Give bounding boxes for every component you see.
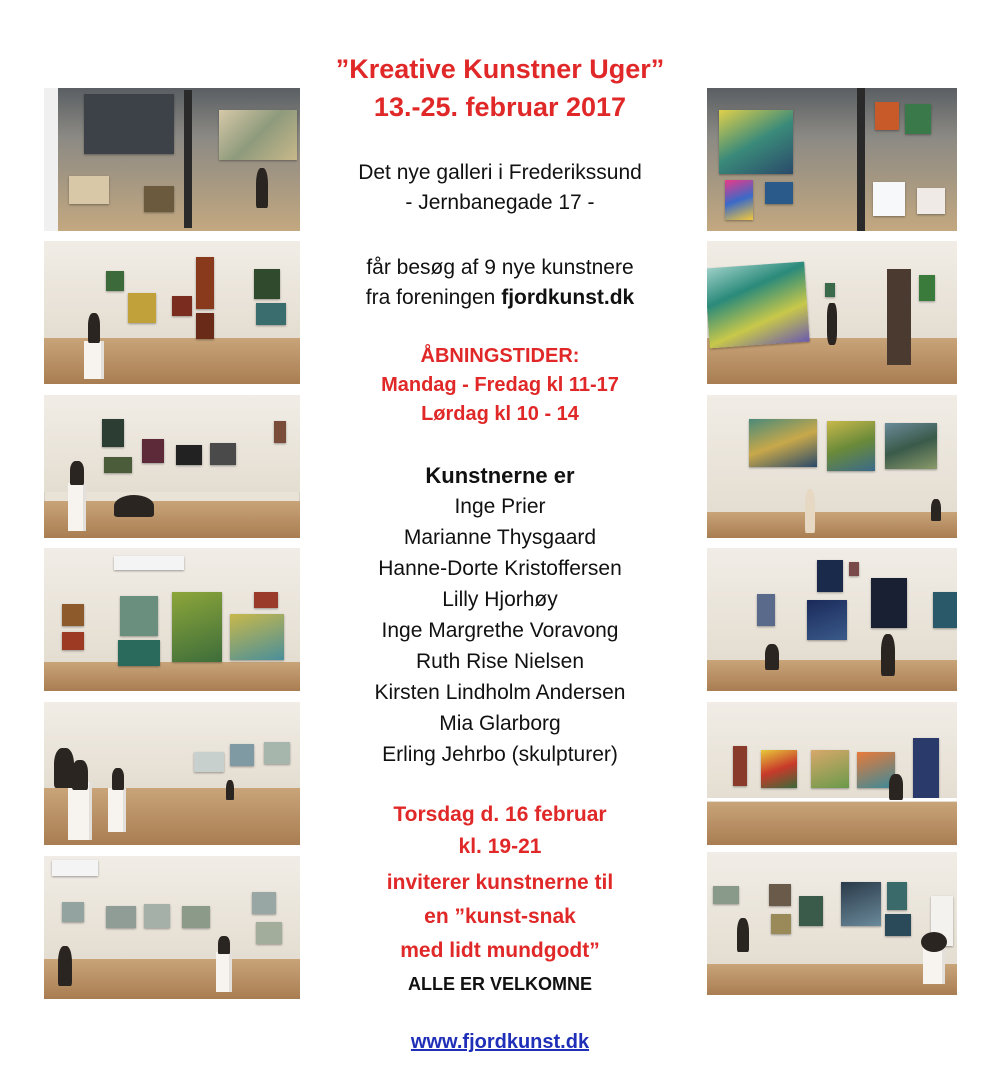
association-site: fjordkunst.dk	[501, 286, 635, 309]
event-title: ”Kreative Kunstner Uger”	[335, 54, 665, 84]
event-dates: 13.-25. februar 2017	[373, 92, 627, 122]
artist-name: Mia Glarborg	[439, 712, 561, 735]
artist-name: Erling Jehrbo (skulpturer)	[382, 743, 618, 766]
venue-address: - Jernbanegade 17 -	[405, 191, 595, 214]
photo-right-6-gallery-room	[707, 852, 957, 995]
welcome-text: ALLE ER VELKOMNE	[407, 974, 592, 994]
intro-prefix: fra foreningen	[365, 286, 502, 309]
photo-right-2-gallery-room	[707, 241, 957, 384]
photo-right-1-gallery-window	[707, 88, 957, 231]
artist-name: Inge Prier	[454, 495, 546, 518]
artist-name: Ruth Rise Nielsen	[415, 650, 585, 673]
intro-association-line	[300, 282, 700, 313]
opening-hours-weekdays: Mandag - Fredag kl 11-17	[381, 374, 619, 396]
artist-name: Kirsten Lindholm Andersen	[374, 681, 626, 704]
opening-hours-heading: ÅBNINGSTIDER:	[420, 345, 580, 367]
event-invite-line: inviterer kunstnerne til	[386, 871, 614, 894]
opening-hours-saturday: Lørdag kl 10 - 14	[421, 403, 579, 425]
intro-line: får besøg af 9 nye kunstnere	[366, 256, 634, 279]
photo-left-6-gallery-room	[44, 856, 300, 999]
photo-left-2-gallery-wall	[44, 241, 300, 384]
photo-left-5-gallery-room	[44, 702, 300, 845]
event-date-line: Torsdag d. 16 februar	[393, 803, 607, 826]
photo-right-4-gallery-wall	[707, 548, 957, 691]
photo-right-3-gallery-wall	[707, 395, 957, 538]
event-talk-line: en ”kunst-snak	[424, 905, 576, 928]
artist-name: Inge Margrethe Voravong	[381, 619, 619, 642]
photo-right-5-gallery-room	[707, 702, 957, 845]
event-time-line: kl. 19-21	[458, 835, 542, 858]
website-link[interactable]: www.fjordkunst.dk	[410, 1031, 590, 1053]
artist-name: Hanne-Dorte Kristoffersen	[378, 557, 622, 580]
artist-name: Lilly Hjorhøy	[442, 588, 558, 611]
artist-name: Marianne Thysgaard	[403, 526, 597, 549]
event-snacks-line: med lidt mundgodt”	[400, 939, 600, 962]
website-link-row	[300, 1028, 700, 1058]
photo-left-3-gallery-wall	[44, 395, 300, 538]
venue-name: Det nye galleri i Frederikssund	[358, 161, 642, 184]
photo-left-4-gallery-wall	[44, 548, 300, 691]
artists-heading: Kunstnerne er	[425, 463, 575, 488]
photo-left-1-gallery-window	[44, 88, 300, 231]
